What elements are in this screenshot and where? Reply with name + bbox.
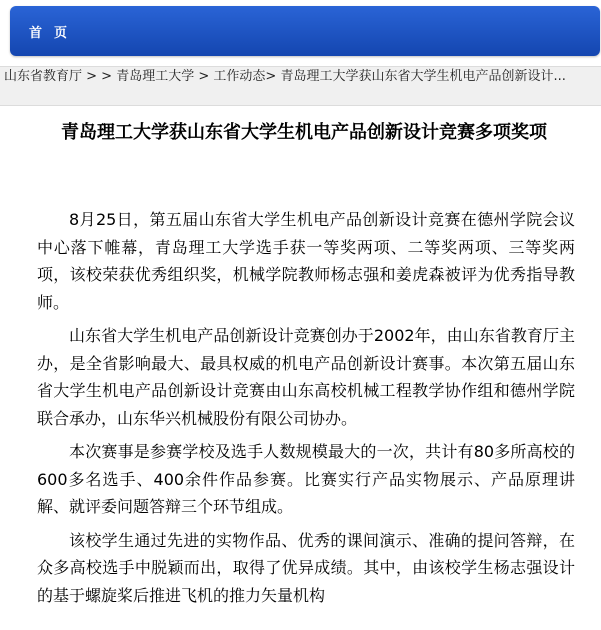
article-paragraph: 本次赛事是参赛学校及选手人数规模最大的一次，共计有80多所高校的600多名选手、400余件作品参赛。比赛实行产品实物展示、产品原理讲解、就评委问题答辩三个环节组成。 [37, 442, 575, 516]
breadcrumb-separator: > [194, 69, 214, 84]
article-body [37, 206, 575, 615]
article-paragraph: 山东省大学生机电产品创新设计竞赛创办于2002年，由山东省教育厅主办，是全省影响最大、最具权威的机电产品创新设计赛事。本次第五届山东省大学生机电产品创新设计竞赛由山东高校机械工程教学协作组和德州学院联合承办，山东华兴机械股份有限公司协办。 [37, 326, 575, 428]
article-title: 青岛理工大学获山东省大学生机电产品创新设计竞赛多项奖项 [61, 122, 547, 143]
breadcrumb-item-work-news[interactable]: 工作动态 [213, 69, 266, 84]
breadcrumb-item-university[interactable]: 青岛理工大学 [116, 69, 195, 84]
breadcrumb-separator: > > [82, 69, 117, 84]
article-paragraph: 该校学生通过先进的实物作品、优秀的课间演示、准确的提问答辩，在众多高校选手中脱颖而出，取得了优异成绩。其中，由该校学生杨志强设计的基于螺旋桨后推进飞机的推力矢量机构 [37, 530, 575, 605]
top-nav-bar [10, 6, 600, 56]
breadcrumb-item-education-dept[interactable]: 山东省教育厅 [4, 69, 83, 84]
breadcrumb-separator: > [265, 69, 281, 84]
breadcrumb [0, 66, 601, 106]
home-link[interactable]: 首页 [29, 26, 80, 41]
breadcrumb-current: 青岛理工大学获山东省大学生机电产品创新设计... [280, 69, 566, 84]
article-paragraph: 8月25日，第五届山东省大学生机电产品创新设计竞赛在德州学院会议中心落下帷幕，青岛理工大学选手获一等奖两项、二等奖两项、三等奖两项，该校荣获优秀组织奖，机械学院教师杨志强和姜虎森被评为优秀指导教师。 [37, 210, 575, 312]
